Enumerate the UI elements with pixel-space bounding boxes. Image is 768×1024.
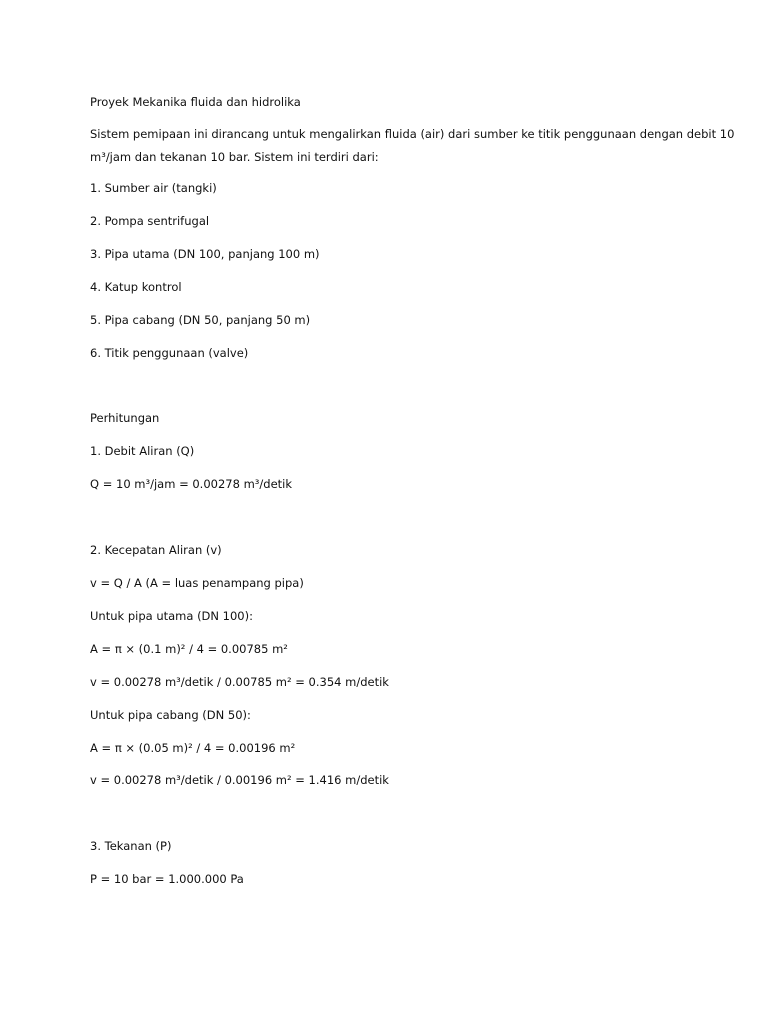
pressure-heading: 3. Tekanan (P) (90, 839, 172, 853)
flow-heading: 1. Debit Aliran (Q) (90, 444, 195, 458)
component-item-2: 2. Pompa sentrifugal (90, 214, 210, 228)
flow-equation: Q = 10 m³/jam = 0.00278 m³/detik (90, 477, 293, 491)
document-title: Proyek Mekanika fluida dan hidrolika (90, 95, 301, 109)
velocity-heading: 2. Kecepatan Aliran (v) (90, 543, 222, 557)
component-item-6: 6. Titik penggunaan (valve) (90, 346, 249, 360)
component-item-5: 5. Pipa cabang (DN 50, panjang 50 m) (90, 313, 311, 327)
branch-pipe-velocity: v = 0.00278 m³/detik / 0.00196 m² = 1.416 m/detik (90, 773, 389, 787)
main-pipe-label: Untuk pipa utama (DN 100): (90, 609, 253, 623)
branch-pipe-label: Untuk pipa cabang (DN 50): (90, 708, 251, 722)
velocity-formula: v = Q / A (A = luas penampang pipa) (90, 576, 304, 590)
main-pipe-area: A = π × (0.1 m)² / 4 = 0.00785 m² (90, 642, 288, 656)
component-item-3: 3. Pipa utama (DN 100, panjang 100 m) (90, 247, 320, 261)
branch-pipe-area: A = π × (0.05 m)² / 4 = 0.00196 m² (90, 741, 296, 755)
intro-line-1: Sistem pemipaan ini dirancang untuk mengalirkan fluida (air) dari sumber ke titik penggunaan dengan debit 10 (90, 127, 735, 141)
component-item-1: 1. Sumber air (tangki) (90, 181, 217, 195)
pressure-equation: P = 10 bar = 1.000.000 Pa (90, 872, 244, 886)
main-pipe-velocity: v = 0.00278 m³/detik / 0.00785 m² = 0.354 m/detik (90, 675, 389, 689)
calculation-heading: Perhitungan (90, 411, 160, 425)
intro-line-2: m³/jam dan tekanan 10 bar. Sistem ini terdiri dari: (90, 150, 379, 164)
component-item-4: 4. Katup kontrol (90, 280, 182, 294)
